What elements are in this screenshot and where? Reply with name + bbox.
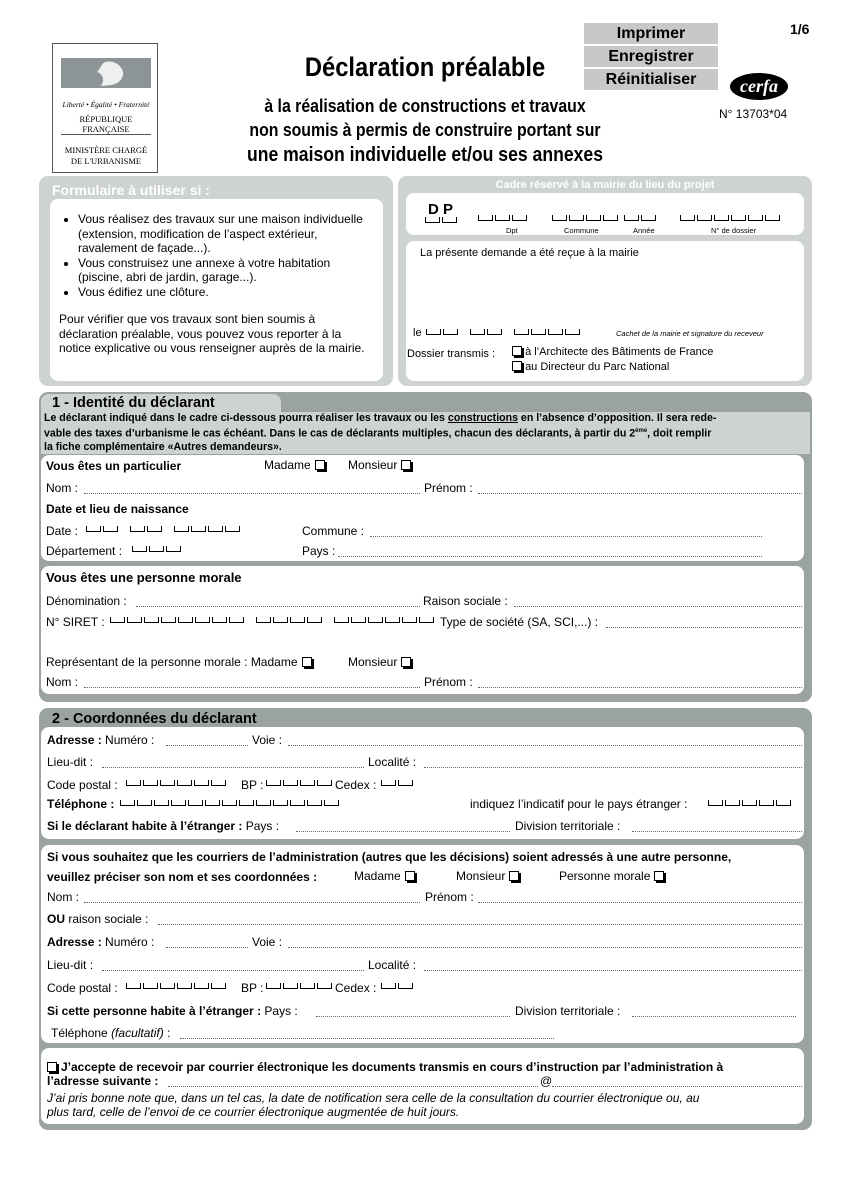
other-prenom-input[interactable] <box>478 902 802 903</box>
section1-heading: 1 - Identité du déclarant <box>52 395 215 411</box>
pays-input[interactable] <box>338 556 762 557</box>
other-monsieur-option: Monsieur <box>456 869 519 883</box>
other-lieudit-input[interactable] <box>102 970 364 971</box>
other-localite-input[interactable] <box>424 970 802 971</box>
other-raison-input[interactable] <box>158 924 802 925</box>
annee-label: Année <box>633 226 655 235</box>
monsieur-checkbox[interactable] <box>401 460 411 470</box>
republic-name: RÉPUBLIQUE FRANÇAISE <box>79 114 133 134</box>
birth-date-comb[interactable] <box>86 526 242 534</box>
representant-label: Représentant de la personne morale : Madame <box>46 655 312 669</box>
other-etranger-label: Si cette personne habite à l’étranger : Pays : <box>47 1004 298 1018</box>
stamp-label: Cachet de la mairie et signature du receveur <box>616 329 764 338</box>
rep-monsieur-checkbox[interactable] <box>401 657 411 667</box>
parc-option: au Directeur du Parc National <box>508 361 669 373</box>
departement-label: Département : <box>46 544 123 558</box>
transmis-label: Dossier transmis : <box>407 348 496 360</box>
prenom-label: Prénom : <box>424 481 473 495</box>
other-cedex-label: Cedex : <box>335 981 377 995</box>
cedex-comb[interactable] <box>381 780 415 788</box>
other-tel-input[interactable] <box>180 1038 554 1039</box>
other-cp-comb[interactable] <box>126 983 228 991</box>
dp-label: D P <box>428 201 454 218</box>
usage-heading: Formulaire à utiliser si : <box>52 182 210 198</box>
email-domain-input[interactable] <box>552 1086 802 1087</box>
republique-logo <box>52 43 158 173</box>
reception-card <box>406 241 804 381</box>
usage-item: • Vous réalisez des travaux sur une maison individuelle (extension, modification de l’aspect extérieur, ravalement de façade...). <box>78 212 398 256</box>
bp-comb[interactable] <box>266 780 334 788</box>
section2-heading: 2 - Coordonnées du déclarant <box>52 711 257 727</box>
republic-motto: Liberté • Égalité • Fraternité <box>62 100 150 109</box>
adresse-label: Adresse : Numéro : <box>47 733 155 747</box>
rep-madame-checkbox[interactable] <box>302 657 312 667</box>
page-subtitle-1: à la réalisation de constructions et travaux <box>264 96 586 116</box>
dpt-comb[interactable] <box>478 215 529 223</box>
other-intro-1: Si vous souhaitez que les courriers de l’administration (autres que les décisions) soient adressés à une autre personne, <box>47 850 732 864</box>
type-societe-label: Type de société (SA, SCI,...) : <box>440 615 599 629</box>
dossier-comb[interactable] <box>680 215 782 223</box>
telephone-label: Téléphone : <box>47 797 115 811</box>
other-lieudit-label: Lieu-dit : <box>47 958 94 972</box>
naissance-label: Date et lieu de naissance <box>46 502 189 516</box>
division-label: Division territoriale : <box>515 819 621 833</box>
email-note: J’ai pris bonne note que, dans un tel cas, la date de notification sera celle de la consultation du courrier électronique ou, au plus tard, celle de l’envoi de ce courrier électronique augmentée de huit jours. <box>47 1091 700 1119</box>
morale-label: Vous êtes une personne morale <box>46 570 242 585</box>
other-nom-label: Nom : <box>47 890 80 904</box>
voie-label: Voie : <box>252 733 283 747</box>
commune-comb[interactable] <box>552 215 620 223</box>
division-input[interactable] <box>632 831 802 832</box>
madame-option: Madame <box>264 458 325 472</box>
rep-monsieur-option: Monsieur <box>348 655 411 669</box>
section1-intro: Le déclarant indiqué dans le cadre ci-dessous pourra réaliser les travaux ou les constructions en l’absence d’opposition. Il sera rede- vable des taxes d’urbanisme le cas échéant. Dans le cas de déclarants multiples, chacun des déclarants, à partir du 2ème, doit remplir la fiche complémentaire «Autres demandeurs». <box>44 412 717 453</box>
cedex-label: Cedex : <box>335 778 377 792</box>
annee-comb[interactable] <box>624 215 658 223</box>
denomination-label: Dénomination : <box>46 594 127 608</box>
commune-label: Commune : <box>302 524 365 538</box>
other-morale-checkbox[interactable] <box>654 871 664 881</box>
commune-label: Commune <box>564 226 599 235</box>
other-madame-option: Madame <box>354 869 415 883</box>
email-address-label: l’adresse suivante : <box>47 1074 159 1088</box>
nom-label: Nom : <box>46 481 79 495</box>
abf-option: à l’Architecte des Bâtiments de France <box>508 346 713 358</box>
particulier-label: Vous êtes un particulier <box>46 459 182 473</box>
usage-list <box>62 212 398 299</box>
rep-prenom-label: Prénom : <box>424 675 473 689</box>
localite-input[interactable] <box>424 767 802 768</box>
other-bp-label: BP : <box>241 981 264 995</box>
usage-note: Pour vérifier que vos travaux sont bien soumis à déclaration préalable, vous pouvez vous reporter à la notice explicative ou vous renseigner auprès de la mairie. <box>59 312 365 355</box>
other-monsieur-checkbox[interactable] <box>509 871 519 881</box>
date-label: Date : <box>46 524 79 538</box>
other-bp-comb[interactable] <box>266 983 334 991</box>
email-at: @ <box>540 1074 553 1088</box>
ministry-name: MINISTÈRE CHARGÉ DE L'URBANISME <box>64 145 148 166</box>
cerfa-logo: cerfa <box>730 73 788 100</box>
other-numero-input[interactable] <box>166 947 248 948</box>
reception-date-label: le <box>413 327 422 339</box>
logo-divider <box>61 134 151 135</box>
morale-card <box>41 566 804 694</box>
cp-label: Code postal : <box>47 778 118 792</box>
email-accept: J’accepte de recevoir par courrier électronique les documents transmis en cours d’instruction par l’administration à <box>47 1060 723 1074</box>
prenom-input[interactable] <box>478 493 802 494</box>
usage-item: • Vous édifiez une clôture. <box>78 285 398 300</box>
other-etranger-pays-input[interactable] <box>316 1016 510 1017</box>
other-voie-label: Voie : <box>252 935 283 949</box>
other-voie-input[interactable] <box>288 947 802 948</box>
lieudit-input[interactable] <box>102 767 364 768</box>
dpt-label: Dpt <box>506 226 518 235</box>
indicatif-label: indiquez l’indicatif pour le pays étranger : <box>470 797 688 811</box>
rep-nom-input[interactable] <box>84 687 420 688</box>
other-tel-label: Téléphone (facultatif) : <box>51 1026 171 1040</box>
indicatif-comb[interactable] <box>708 800 793 808</box>
email-user-input[interactable] <box>168 1086 538 1087</box>
save-button[interactable]: Enregistrer <box>584 46 718 67</box>
reception-text: La présente demande a été reçue à la mairie <box>420 247 639 259</box>
localite-label: Localité : <box>368 755 417 769</box>
pays-label: Pays : <box>302 544 336 558</box>
other-cp-label: Code postal : <box>47 981 118 995</box>
page-subtitle-3: une maison individuelle et/ou ses annexes <box>246 144 604 166</box>
mairie-heading: Cadre réservé à la mairie du lieu du projet <box>495 179 715 191</box>
denomination-input[interactable] <box>136 606 420 607</box>
usage-item: • Vous construisez une annexe à votre habitation (piscine, abri de jardin, garage...). <box>78 256 398 285</box>
page-subtitle-2: non soumis à permis de construire portant sur <box>249 120 601 140</box>
cerfa-number: N° 13703*04 <box>719 107 788 121</box>
numero-input[interactable] <box>166 745 248 746</box>
commune-input[interactable] <box>370 536 762 537</box>
marianne-flag-icon <box>61 58 151 88</box>
other-raison-label: OU raison sociale : <box>47 912 149 926</box>
reception-day[interactable] <box>426 329 582 337</box>
cp-comb[interactable] <box>126 780 228 788</box>
page-title: Déclaration préalable <box>304 52 546 82</box>
parc-checkbox[interactable] <box>512 361 522 371</box>
rep-prenom-input[interactable] <box>478 687 802 688</box>
departement-comb[interactable] <box>132 546 183 554</box>
abf-checkbox[interactable] <box>512 346 522 356</box>
raison-sociale-label: Raison sociale : <box>423 594 508 608</box>
other-madame-checkbox[interactable] <box>405 871 415 881</box>
raison-sociale-input[interactable] <box>514 606 802 607</box>
bp-label: BP : <box>241 778 264 792</box>
monsieur-option: Monsieur <box>348 458 411 472</box>
page-number: 1/6 <box>790 21 810 37</box>
other-division-label: Division territoriale : <box>515 1004 621 1018</box>
dp-comb <box>425 217 459 225</box>
email-accept-checkbox[interactable] <box>47 1062 57 1072</box>
dossier-label: N° de dossier <box>711 226 757 235</box>
rep-nom-label: Nom : <box>46 675 79 689</box>
etranger-label: Si le déclarant habite à l’étranger : Pays : <box>47 819 280 833</box>
other-intro-2: veuillez préciser son nom et ses coordonnées : <box>47 870 318 884</box>
other-morale-option: Personne morale <box>559 869 664 883</box>
siret-label: N° SIRET : <box>46 615 105 629</box>
voie-input[interactable] <box>288 745 802 746</box>
other-nom-input[interactable] <box>84 902 420 903</box>
nom-input[interactable] <box>84 493 420 494</box>
other-division-input[interactable] <box>632 1016 796 1017</box>
other-cedex-comb[interactable] <box>381 983 415 991</box>
other-localite-label: Localité : <box>368 958 417 972</box>
other-adresse-label: Adresse : Numéro : <box>47 935 155 949</box>
reset-button[interactable]: Réinitialiser <box>584 69 718 90</box>
type-societe-input[interactable] <box>606 627 802 628</box>
telephone-comb[interactable] <box>120 800 341 808</box>
siret-comb[interactable] <box>110 617 436 625</box>
etranger-pays-input[interactable] <box>296 831 510 832</box>
other-prenom-label: Prénom : <box>425 890 474 904</box>
print-button[interactable]: Imprimer <box>584 23 718 44</box>
lieudit-label: Lieu-dit : <box>47 755 94 769</box>
madame-checkbox[interactable] <box>315 460 325 470</box>
